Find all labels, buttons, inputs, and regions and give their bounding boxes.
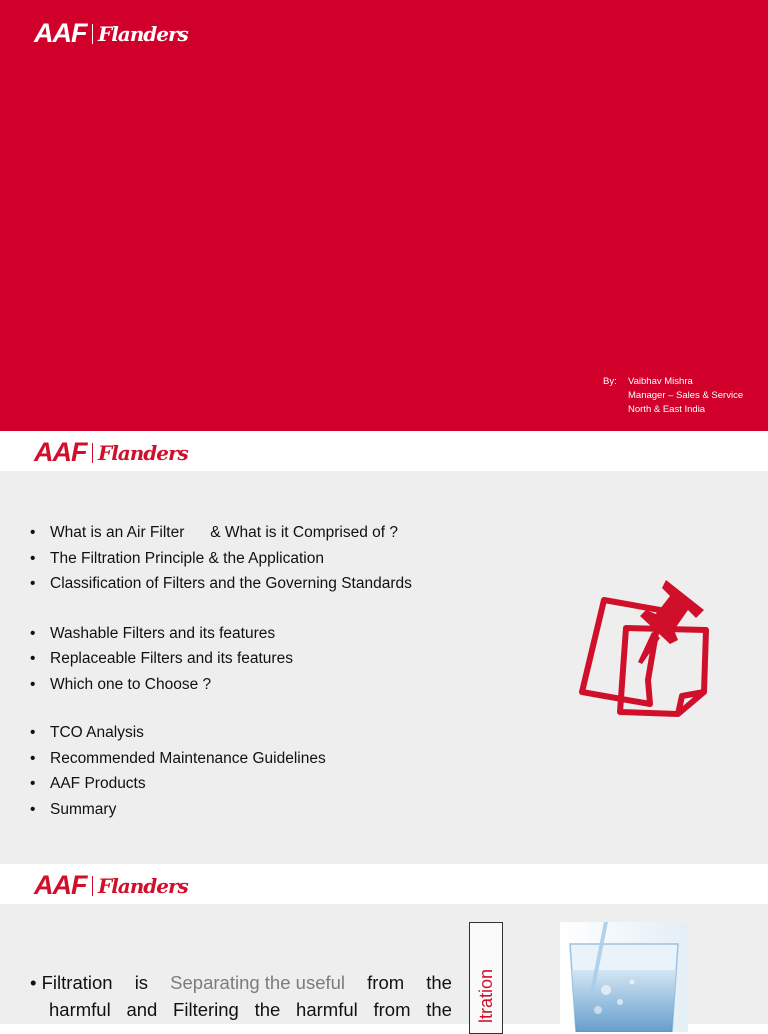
aaf-flanders-logo	[34, 18, 188, 49]
aaf-flanders-logo	[34, 870, 188, 901]
logo-aaf-text: AAF	[34, 437, 87, 467]
logo-aaf-text: AAF	[34, 18, 87, 48]
definition-line-1: • Filtration is Separating the useful from the	[30, 972, 452, 993]
by-label: By:	[603, 376, 617, 387]
agenda-item: • Washable Filters and its features	[30, 625, 276, 642]
logo-divider	[92, 443, 94, 463]
author-name: Vaibhav Mishra	[628, 376, 693, 387]
logo-aaf-text: AAF	[34, 870, 87, 900]
slide-header	[0, 864, 768, 904]
definition-line-2: harmful and Filtering the harmful from the	[49, 999, 452, 1020]
agenda-item: • Replaceable Filters and its features	[30, 650, 293, 667]
agenda-item: • Which one to Choose ?	[30, 676, 212, 693]
aaf-flanders-logo	[34, 437, 188, 468]
agenda-item: • AAF Products	[30, 775, 146, 792]
agenda-item: • Summary	[30, 801, 117, 818]
water-glass-image	[560, 922, 688, 1032]
pinned-notes-icon	[578, 580, 712, 732]
agenda-slide	[0, 431, 768, 864]
logo-divider	[92, 24, 94, 44]
agenda-item: • TCO Analysis	[30, 724, 144, 741]
logo-divider	[92, 876, 94, 896]
vertical-title: ltration	[476, 968, 496, 1023]
title-slide	[0, 0, 768, 431]
agenda-item: • Classification of Filters and the Governing Standards	[30, 575, 412, 592]
agenda-item: • Recommended Maintenance Guidelines	[30, 750, 326, 767]
agenda-item: • The Filtration Principle & the Application	[30, 550, 324, 567]
slide-header	[0, 431, 768, 471]
agenda-item: • What is an Air Filter & What is it Comprised of ?	[30, 524, 398, 541]
filtration-slide	[0, 864, 768, 1024]
logo-flanders-text: Flanders	[98, 440, 188, 465]
logo-flanders-text: Flanders	[98, 21, 188, 46]
author-region: North & East India	[628, 404, 706, 415]
author-role: Manager – Sales & Service	[628, 390, 744, 401]
vertical-title-box	[469, 922, 503, 1034]
logo-flanders-text: Flanders	[98, 873, 188, 898]
filtration-definition	[30, 969, 452, 1023]
